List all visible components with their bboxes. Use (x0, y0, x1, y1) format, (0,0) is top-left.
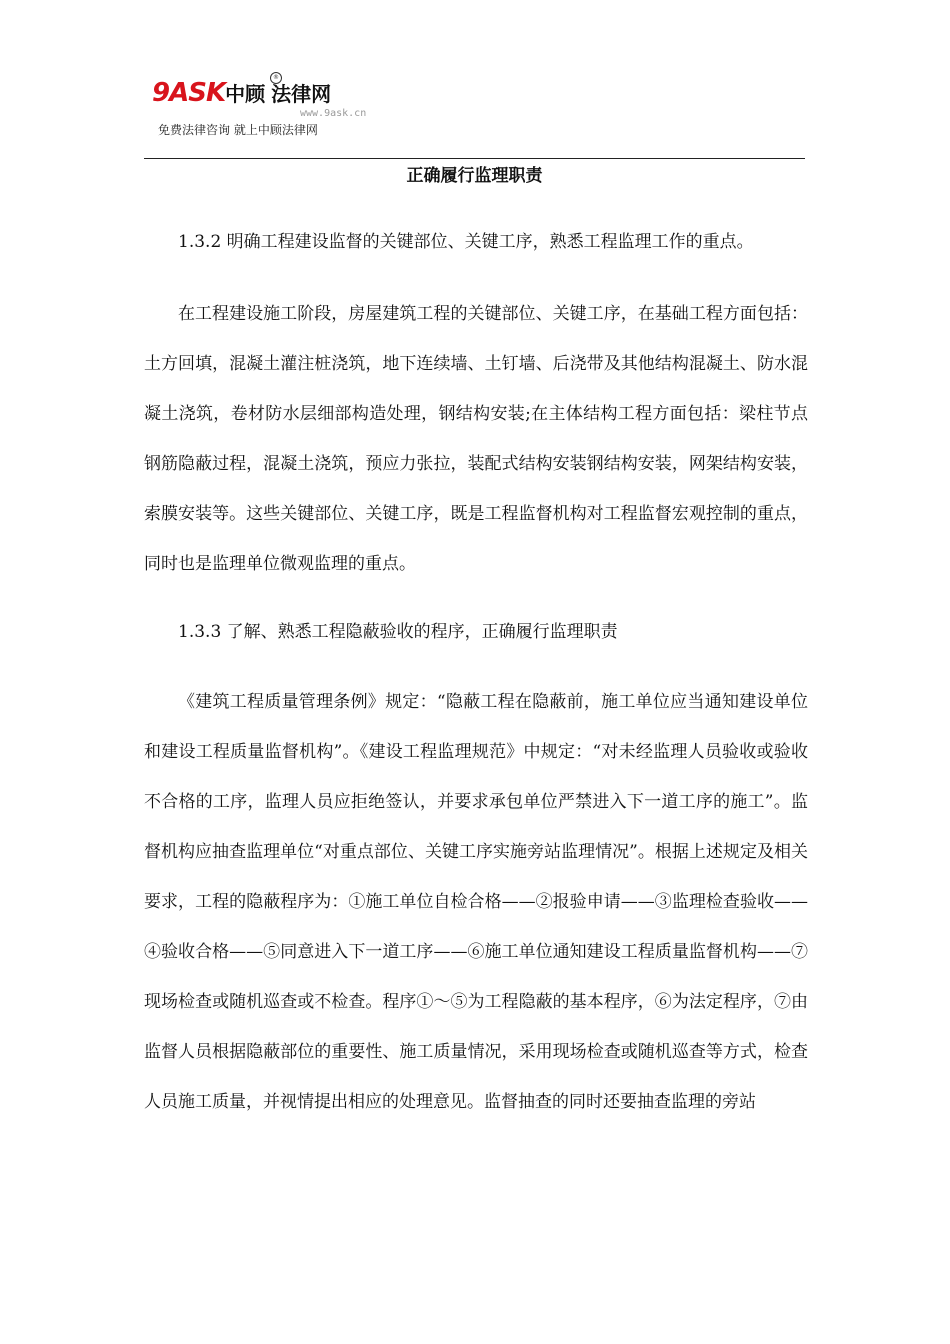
logo-wordmark (152, 78, 331, 111)
paragraph-key-parts: 在工程建设施工阶段，房屋建筑工程的关键部位、关键工序，在基础工程方面包括：土方回填，混凝土灌注桩浇筑，地下连续墙、土钉墙、后浇带及其他结构混凝土、防水混凝土浇筑，卷材防水层细部构造处理，钢结构安装;在主体结构工程方面包括：梁柱节点钢筋隐蔽过程，混凝土浇筑，预应力张拉，装配式结构安装钢结构安装，网架结构安装，索膜安装等。这些关键部位、关键工序，既是工程监督机构对工程监督宏观控制的重点，同时也是监理单位微观监理的重点。 (144, 304, 808, 574)
site-logo[interactable] (152, 74, 367, 138)
registered-mark-icon: ® (270, 72, 282, 84)
logo-url: www.9ask.cn (300, 108, 367, 119)
paragraph-concealed-procedure: 《建筑工程质量管理条例》规定：“隐蔽工程在隐蔽前，施工单位应当通知建设单位和建设工程质量监督机构”。《建设工程监理规范》中规定：“对未经监理人员验收或验收不合格的工序，监理人员应拒绝签认，并要求承包单位严禁进入下一道工序的施工”。监督机构应抽查监理单位“对重点部位、关键工序实施旁站监理情况”。根据上述规定及相关要求，工程的隐蔽程序为：①施工单位自检合格——②报验申请——③监理检查验收——④验收合格——⑤同意进入下一道工序——⑥施工单位通知建设工程质量监督机构——⑦现场检查或随机巡查或不检查。程序①～⑤为工程隐蔽的基本程序，⑥为法定程序，⑦由监督人员根据隐蔽部位的重要性、施工质量情况，采用现场检查或随机巡查等方式，检查人员施工质量，并视情提出相应的处理意见。监督抽查的同时还要抽查监理的旁站 (144, 692, 808, 1112)
logo-slogan: 免费法律咨询 就上中顾法律网 (158, 123, 318, 137)
paragraph-section-1-3-2: 1.3.2 明确工程建设监督的关键部位、关键工序，熟悉工程监理工作的重点。 (178, 232, 754, 252)
logo-cn-suffix: 法律网 (271, 82, 332, 106)
page-title: 正确履行监理职责 (406, 166, 543, 186)
header-divider (144, 158, 805, 159)
logo-brand: 9ASK (152, 78, 226, 108)
logo-cn-name: 中顾 (225, 82, 266, 106)
paragraph-section-1-3-3: 1.3.3 了解、熟悉工程隐蔽验收的程序，正确履行监理职责 (178, 622, 618, 642)
